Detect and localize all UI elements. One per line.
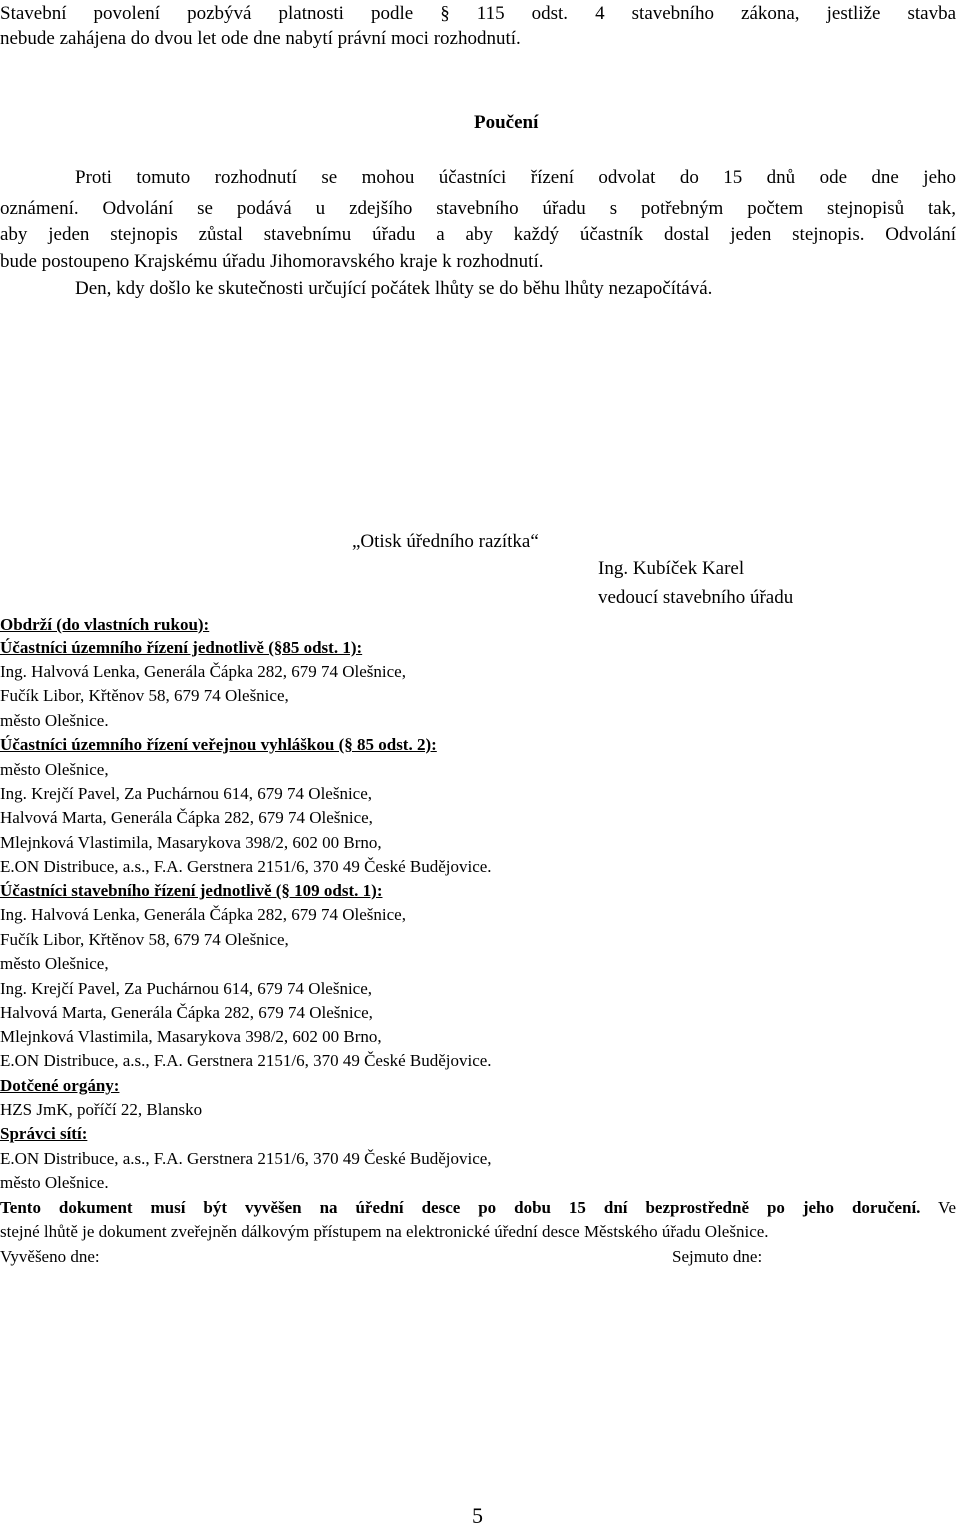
page-number: 5 — [472, 1503, 483, 1528]
recipient-item: Fučík Libor, Křtěnov 58, 679 74 Olešnice, — [0, 686, 289, 705]
recipient-item: E.ON Distribuce, a.s., F.A. Gerstnera 2151/6, 370 49 České Budějovice, — [0, 1149, 492, 1168]
instruction-heading: Poučení — [474, 112, 539, 133]
recipients-heading: Obdrží (do vlastních rukou): — [0, 615, 210, 634]
recipient-item: Ing. Halvová Lenka, Generála Čápka 282, 679 74 Olešnice, — [0, 905, 406, 924]
recipient-item: Ing. Krejčí Pavel, Za Puchárnou 614, 679 74 Olešnice, — [0, 979, 373, 998]
notice-line-1 — [0, 1196, 956, 1220]
notice-bold-text: Tento dokument musí být vyvěšen na úřední desce po dobu 15 dní bezprostředně po jeho doručení. — [0, 1198, 921, 1217]
removed-date-label: Sejmuto dne: — [672, 1247, 763, 1266]
instruction-line-1: Proti tomuto rozhodnutí se mohou účastníci řízení odvolat do 15 dnů ode dne jeho — [75, 167, 956, 188]
recipient-item: Halvová Marta, Generála Čápka 282, 679 74 Olešnice, — [0, 808, 373, 827]
instruction-line-2: oznámení. Odvolání se podává u zdejšího stavebního úřadu s potřebným počtem stejnopisů tak, — [0, 198, 956, 219]
signatory-name: Ing. Kubíček Karel — [598, 558, 745, 579]
group-title: Dotčené orgány: — [0, 1076, 120, 1095]
signatory-role: vedoucí stavebního úřadu — [598, 587, 794, 608]
posted-date-label: Vyvěšeno dne: — [0, 1247, 100, 1266]
recipient-item: město Olešnice. — [0, 711, 109, 730]
recipient-item: Mlejnková Vlastimila, Masarykova 398/2, 602 00 Brno, — [0, 1027, 382, 1046]
recipient-item: Ing. Halvová Lenka, Generála Čápka 282, 679 74 Olešnice, — [0, 662, 406, 681]
notice-line-2: stejné lhůtě je dokument zveřejněn dálkovým přístupem na elektronické úřední desce Městského úřadu Olešnice. — [0, 1222, 769, 1241]
instruction-line-5: Den, kdy došlo ke skutečnosti určující počátek lhůty se do běhu lhůty nezapočítává. — [75, 278, 713, 299]
instruction-line-4: bude postoupeno Krajskému úřadu Jihomoravského kraje k rozhodnutí. — [0, 251, 544, 272]
recipient-item: Halvová Marta, Generála Čápka 282, 679 74 Olešnice, — [0, 1003, 373, 1022]
recipient-item: Fučík Libor, Křtěnov 58, 679 74 Olešnice, — [0, 930, 289, 949]
recipient-item: E.ON Distribuce, a.s., F.A. Gerstnera 2151/6, 370 49 České Budějovice. — [0, 1051, 492, 1070]
recipient-item: Ing. Krejčí Pavel, Za Puchárnou 614, 679 74 Olešnice, — [0, 784, 373, 803]
recipient-item: město Olešnice, — [0, 760, 109, 779]
stamp-placeholder: „Otisk úředního razítka“ — [352, 531, 539, 552]
instruction-line-3: aby jeden stejnopis zůstal stavebnímu úřadu a aby každý účastník dostal jeden stejnopis. Odvolání — [0, 224, 956, 245]
recipient-item: město Olešnice, — [0, 954, 109, 973]
recipient-item: město Olešnice. — [0, 1173, 109, 1192]
recipient-item: E.ON Distribuce, a.s., F.A. Gerstnera 2151/6, 370 49 České Budějovice. — [0, 857, 492, 876]
group-title: Účastníci územního řízení veřejnou vyhláškou (§ 85 odst. 2): — [0, 735, 437, 754]
validity-line-1: Stavební povolení pozbývá platnosti podle § 115 odst. 4 stavebního zákona, jestliže stavba — [0, 3, 956, 24]
validity-line-2: nebude zahájena do dvou let ode dne nabytí právní moci rozhodnutí. — [0, 28, 521, 49]
recipient-item: Mlejnková Vlastimila, Masarykova 398/2, 602 00 Brno, — [0, 833, 382, 852]
group-title: Účastníci územního řízení jednotlivě (§85 odst. 1): — [0, 638, 363, 657]
group-title: Účastníci stavebního řízení jednotlivě (§ 109 odst. 1): — [0, 881, 383, 900]
group-title: Správci sítí: — [0, 1124, 88, 1143]
recipient-item: HZS JmK, poříčí 22, Blansko — [0, 1100, 203, 1119]
notice-tail-text: Ve — [920, 1198, 956, 1217]
